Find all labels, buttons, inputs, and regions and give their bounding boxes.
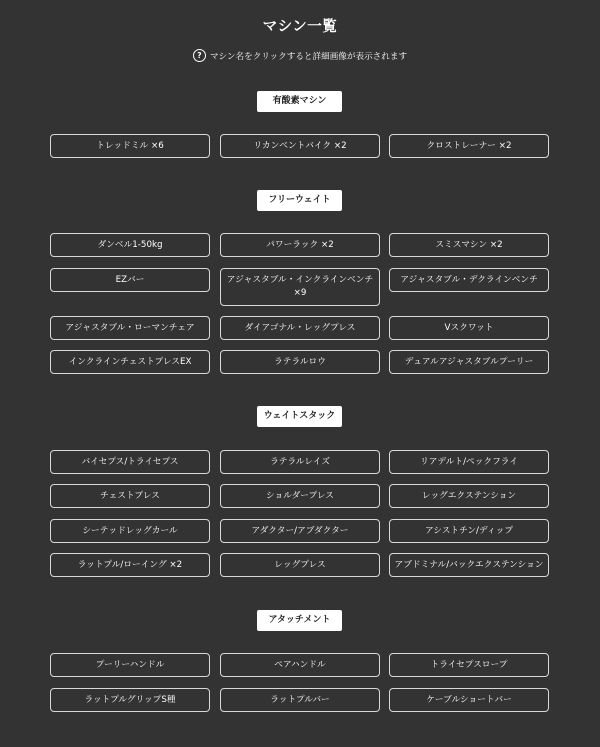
machine-button[interactable]: クロストレーナー ×2 [389,134,549,158]
machine-button[interactable]: アジャスタブル・インクラインベンチ ×9 [220,268,380,306]
machine-button[interactable]: パワーラック ×2 [220,233,380,257]
page-title: マシン一覧 [262,19,338,35]
machine-button[interactable]: レッグエクステンション [389,484,549,508]
machine-button[interactable]: アシストチン/ディップ [389,519,549,543]
machine-button[interactable]: ラテラルロウ [220,350,380,374]
machine-button[interactable]: バイセプス/トライセプス [50,450,210,474]
machine-button[interactable]: シーテッドレッグカール [50,519,210,543]
machine-button[interactable]: ラットプルバー [220,688,380,712]
machine-button[interactable]: ケーブルショートバー [389,688,549,712]
section-label-weight-stack: ウェイトスタック [257,406,342,427]
section-label-attachments: アタッチメント [257,610,342,631]
machine-button[interactable]: EZバー [50,268,210,292]
machine-button[interactable]: チェストプレス [50,484,210,508]
machine-button[interactable]: デュアルアジャスタブルプーリー [389,350,549,374]
machine-button[interactable]: ラテラルレイズ [220,450,380,474]
machine-button[interactable]: ラットプルグリップS種 [50,688,210,712]
machine-button[interactable]: ダンベル1-50kg [50,233,210,257]
machine-button[interactable]: リアデルト/ペックフライ [389,450,549,474]
machine-button[interactable]: Vスクワット [389,316,549,340]
machine-button[interactable]: アジャスタブル・デクラインベンチ [389,268,549,292]
machine-button[interactable]: レッグプレス [220,553,380,577]
machine-button[interactable]: ペアハンドル [220,653,380,677]
machine-button[interactable]: トレッドミル ×6 [50,134,210,158]
machine-button[interactable]: アダクター/アブダクター [220,519,380,543]
machine-button[interactable]: トライセプスロープ [389,653,549,677]
machine-button[interactable]: インクラインチェストプレスEX [50,350,210,374]
hint-row [0,49,600,62]
machine-button[interactable]: ショルダープレス [220,484,380,508]
machine-button[interactable]: プーリーハンドル [50,653,210,677]
hint-text: マシン名をクリックすると詳細画像が表示されます [209,51,408,62]
question-icon: ? [193,49,206,62]
machine-button[interactable]: ダイアゴナル・レッグプレス [220,316,380,340]
machine-button[interactable]: スミスマシン ×2 [389,233,549,257]
machine-button[interactable]: リカンベントバイク ×2 [220,134,380,158]
machine-button[interactable]: アブドミナル/バックエクステンション [389,553,549,577]
section-label-free-weight: フリーウェイト [257,190,342,211]
machine-button[interactable]: アジャスタブル・ローマンチェア [50,316,210,340]
machine-button[interactable]: ラットプル/ローイング ×2 [50,553,210,577]
section-label-cardio: 有酸素マシン [257,91,342,112]
